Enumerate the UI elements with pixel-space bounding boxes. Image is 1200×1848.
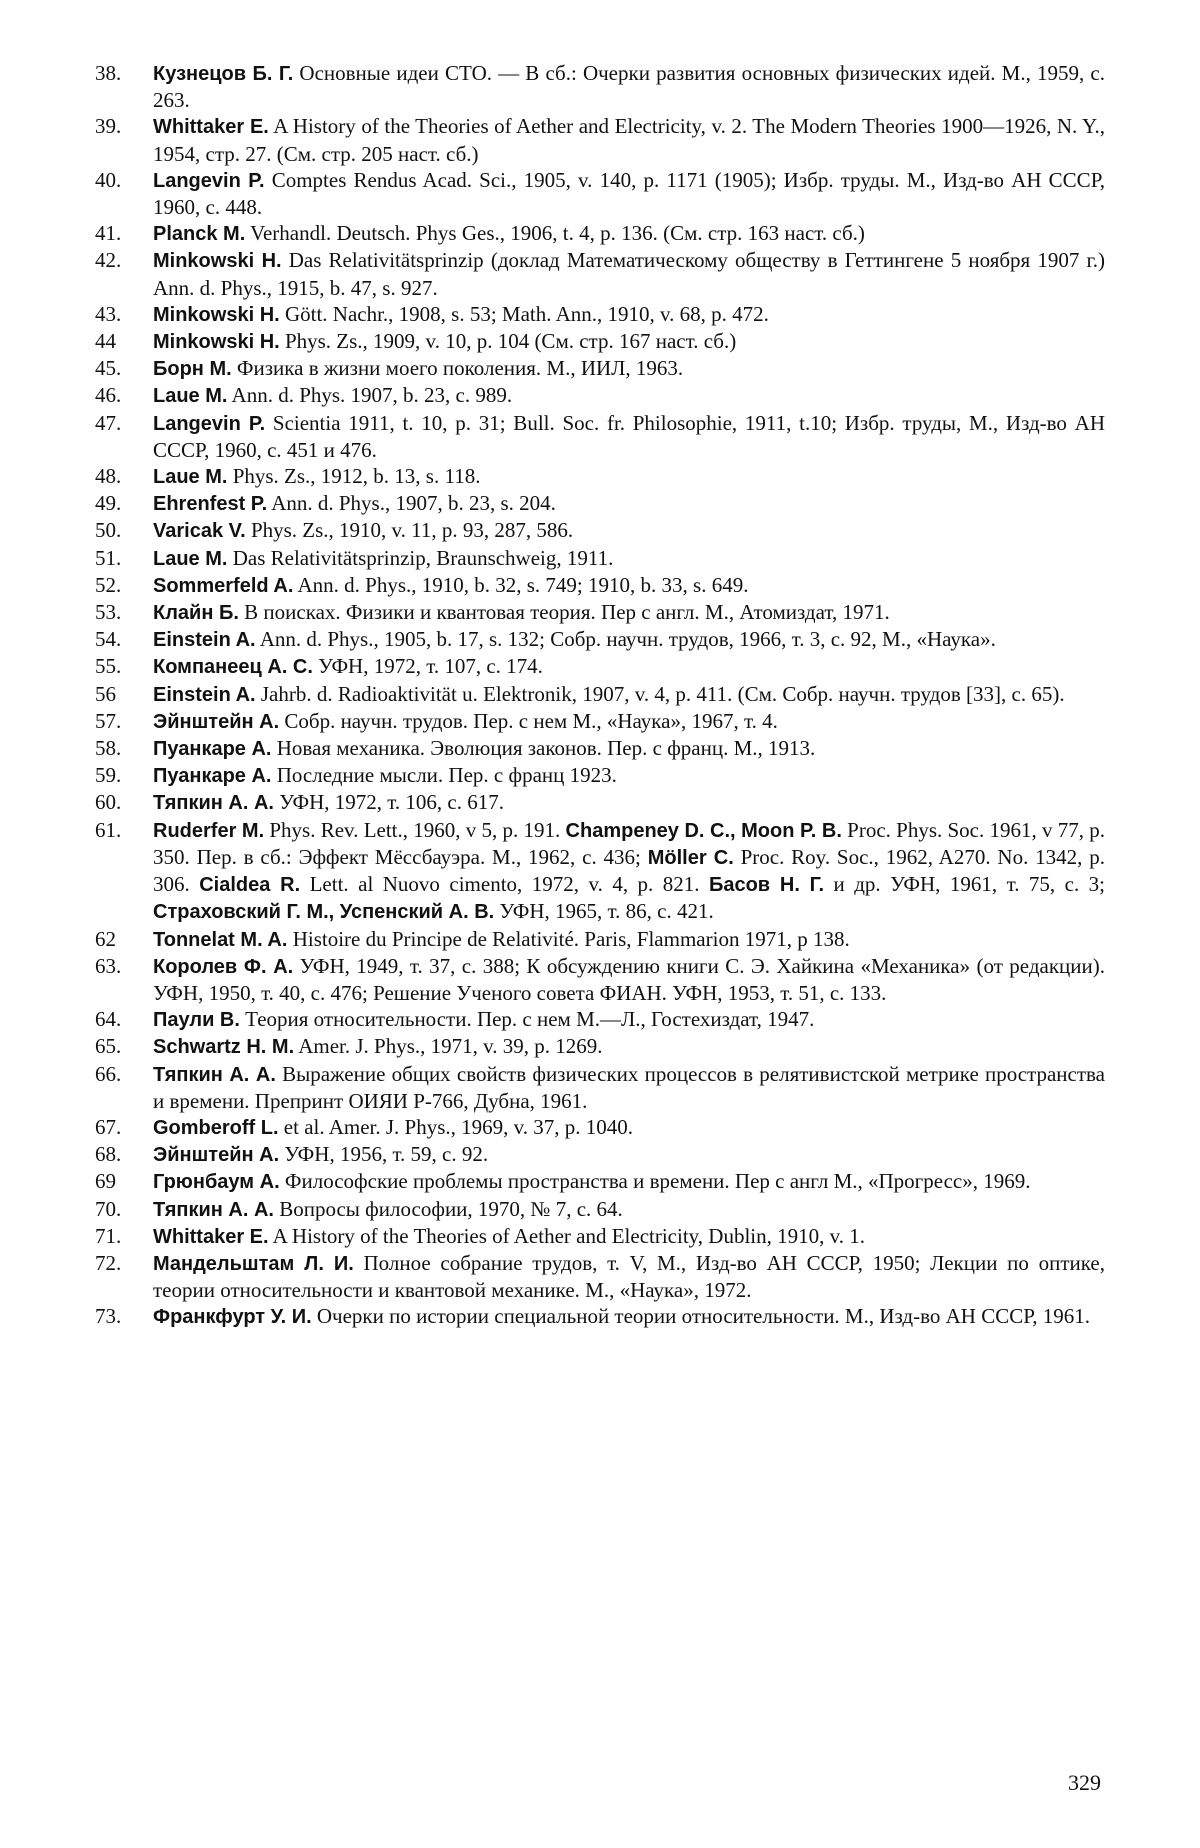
reference-number: 40. bbox=[95, 167, 122, 192]
reference-author: Пуанкаре А. bbox=[153, 765, 272, 788]
reference-item bbox=[95, 653, 1105, 680]
reference-author: Planck M. bbox=[153, 223, 246, 246]
reference-item bbox=[95, 167, 1105, 220]
reference-text: A History of the Theories of Aether and Electricity, Dublin, 1910, v. 1. bbox=[268, 1223, 866, 1248]
reference-number: 49. bbox=[95, 491, 122, 516]
reference-text: УФН, 1949, т. 37, с. 388; К обсуждению книги С. Э. Хайкина «Механика» (от редакции). УФН, 1950, т. 40, с. 476; Решение Ученого совета ФИАН. УФН, 1953, т. 51, с. 133. bbox=[153, 953, 1105, 1005]
reference-number: 63. bbox=[95, 953, 122, 978]
reference-author: Страховский Г. М., Успенский А. В. bbox=[153, 901, 495, 924]
reference-list bbox=[95, 60, 1105, 1331]
reference-item bbox=[95, 1196, 1105, 1223]
reference-item bbox=[95, 220, 1105, 247]
reference-number: 48. bbox=[95, 464, 122, 489]
reference-author: Паули В. bbox=[153, 1009, 240, 1032]
reference-text: Das Relativitätsprinzip (доклад Математическому обществу в Геттингене 5 ноября 1907 г.) Ann. d. Phys., 1915, b. 47, s. 927. bbox=[153, 248, 1105, 300]
reference-text: Ann. d. Phys. 1907, b. 23, c. 989. bbox=[227, 383, 513, 408]
reference-text: Собр. научн. трудов. Пер. с нем М., «Наука», 1967, т. 4. bbox=[279, 708, 778, 733]
reference-item bbox=[95, 1006, 1105, 1033]
reference-text: Полное собрание трудов, т. V, М., Изд-во АН СССР, 1950; Лекции по оптике, теории относительности и квантовой механике. М., «Наука», 1972. bbox=[153, 1250, 1105, 1303]
reference-number: 41. bbox=[95, 221, 122, 246]
reference-author: Клайн Б. bbox=[153, 602, 239, 625]
reference-text: A History of the Theories of Aether and Electricity, v. 2. The Modern Theories 1900—1926, N. Y., 1954, стр. 27. (См. стр. 205 наст. сб.) bbox=[153, 114, 1106, 166]
reference-text: Основные идеи СТО. — В сб.: Очерки развития основных физических идей. М., 1959, с. 263. bbox=[153, 61, 1105, 113]
reference-item bbox=[95, 626, 1105, 653]
reference-number: 56 bbox=[95, 681, 116, 706]
reference-text: Очерки по истории специальной теории относительности. М., Изд-во АН СССР, 1961. bbox=[311, 1304, 1091, 1329]
reference-number: 43. bbox=[95, 301, 122, 326]
reference-author: Тяпкин А. А. bbox=[153, 792, 274, 815]
reference-author: Грюнбаум А. bbox=[153, 1171, 280, 1194]
reference-number: 57. bbox=[95, 708, 122, 733]
reference-author: Laue M. bbox=[153, 466, 228, 489]
reference-item bbox=[95, 382, 1105, 409]
reference-item bbox=[95, 490, 1105, 517]
reference-item bbox=[95, 355, 1105, 382]
reference-text: Новая механика. Эволюция законов. Пер. с франц. М., 1913. bbox=[271, 736, 816, 761]
reference-author: Эйнштейн А. bbox=[153, 710, 280, 733]
reference-author: Борн М. bbox=[153, 358, 232, 381]
reference-number: 68. bbox=[95, 1142, 122, 1167]
reference-text: Verhandl. Deutsch. Phys Ges., 1906, t. 4, p. 136. (См. стр. 163 наст. сб.) bbox=[245, 221, 865, 246]
reference-text: Phys. Rev. Lett., 1960, v 5, p. 191. bbox=[264, 817, 566, 842]
reference-number: 50. bbox=[95, 518, 122, 543]
reference-author: Minkowski H. bbox=[153, 250, 282, 273]
reference-item bbox=[95, 60, 1105, 113]
reference-author: Пуанкаре А. bbox=[153, 738, 272, 761]
reference-number: 51. bbox=[95, 545, 122, 570]
reference-item bbox=[95, 681, 1105, 708]
reference-author: Cialdea R. bbox=[199, 874, 301, 897]
reference-item bbox=[95, 735, 1105, 762]
reference-author: Мандельштам Л. И. bbox=[153, 1252, 354, 1275]
reference-item bbox=[95, 328, 1105, 355]
reference-author: Laue M. bbox=[153, 385, 228, 408]
reference-number: 44 bbox=[95, 329, 116, 354]
reference-number: 66. bbox=[95, 1061, 122, 1086]
reference-item bbox=[95, 301, 1105, 328]
reference-author: Einstein A. bbox=[153, 683, 256, 706]
reference-number: 38. bbox=[95, 61, 122, 85]
reference-text: Теория относительности. Пер. с нем М.—Л., Гостехиздат, 1947. bbox=[239, 1007, 815, 1032]
reference-text: УФН, 1956, т. 59, с. 92. bbox=[279, 1142, 489, 1167]
reference-author: Басов Н. Г. bbox=[708, 874, 825, 897]
reference-number: 55. bbox=[95, 654, 122, 679]
reference-text: et al. Amer. J. Phys., 1969, v. 37, p. 1040. bbox=[278, 1114, 634, 1139]
reference-author: Тяпкин А. А. bbox=[153, 1063, 276, 1086]
reference-author: Minkowski H. bbox=[153, 331, 280, 354]
reference-text: Phys. Zs., 1909, v. 10, p. 104 (См. стр. 167 наст. сб.) bbox=[279, 329, 737, 354]
reference-text: Вопросы философии, 1970, № 7, с. 64. bbox=[273, 1196, 623, 1221]
reference-author: Möller C. bbox=[647, 846, 734, 869]
reference-author: Varicak V. bbox=[153, 520, 246, 543]
reference-item bbox=[95, 926, 1105, 953]
reference-author: Франкфурт У. И. bbox=[153, 1306, 312, 1329]
reference-item bbox=[95, 1033, 1105, 1060]
reference-text: Выражение общих свойств физических процессов в релятивистской метрике пространства и времени. Препринт ОИЯИ Р-766, Дубна, 1961. bbox=[153, 1061, 1106, 1113]
reference-author: Эйнштейн А. bbox=[153, 1144, 280, 1167]
reference-author: Ehrenfest P. bbox=[153, 493, 268, 516]
reference-item bbox=[95, 708, 1105, 735]
reference-text: Физика в жизни моего поколения. М., ИИЛ, 1963. bbox=[231, 356, 684, 381]
reference-number: 61. bbox=[95, 817, 122, 842]
reference-item bbox=[95, 517, 1105, 544]
reference-text: Proc. Phys. Soc. 1961, v 77, p. 350. Пер. в сб.: Эффект Мёссбауэра. М., 1962, с. 436; bbox=[153, 817, 1105, 869]
reference-text: Histoire du Principe de Relativité. Paris, Flammarion 1971, p 138. bbox=[287, 926, 850, 951]
reference-item bbox=[95, 113, 1105, 166]
reference-number: 54. bbox=[95, 627, 122, 652]
reference-author: Королев Ф. А. bbox=[153, 955, 294, 978]
reference-author: Sommerfeld A. bbox=[153, 574, 294, 597]
reference-item bbox=[95, 1141, 1105, 1168]
reference-number: 47. bbox=[95, 410, 122, 435]
reference-number: 52. bbox=[95, 572, 122, 597]
reference-text: Amer. J. Phys., 1971, v. 39, p. 1269. bbox=[294, 1034, 603, 1059]
reference-author: Laue M. bbox=[153, 547, 228, 570]
reference-number: 65. bbox=[95, 1034, 122, 1059]
reference-number: 71. bbox=[95, 1223, 122, 1248]
reference-text: Философские проблемы пространства и времени. Пер с англ М., «Прогресс», 1969. bbox=[279, 1169, 1031, 1194]
reference-text: Phys. Zs., 1912, b. 13, s. 118. bbox=[227, 464, 481, 489]
reference-number: 70. bbox=[95, 1196, 122, 1221]
reference-text: Ann. d. Phys., 1905, b. 17, s. 132; Собр. научн. трудов, 1966, т. 3, с. 92, М., «Наука». bbox=[255, 627, 996, 652]
reference-text: Ann. d. Phys., 1907, b. 23, s. 204. bbox=[267, 491, 556, 516]
reference-author: Gomberoff L. bbox=[153, 1116, 279, 1139]
reference-number: 45. bbox=[95, 356, 122, 381]
reference-number: 62 bbox=[95, 926, 116, 951]
reference-author: Whittaker E. bbox=[153, 116, 269, 139]
reference-author: Tonnelat M. A. bbox=[153, 928, 288, 951]
reference-number: 64. bbox=[95, 1007, 122, 1032]
reference-text: Ann. d. Phys., 1910, b. 32, s. 749; 1910, b. 33, s. 649. bbox=[293, 572, 749, 597]
reference-author: Minkowski H. bbox=[153, 303, 280, 326]
reference-author: Langevin P. bbox=[153, 169, 265, 192]
reference-item bbox=[95, 817, 1105, 926]
page-number: 329 bbox=[1068, 1770, 1101, 1795]
reference-text: Das Relativitätsprinzip, Braunschweig, 1911. bbox=[227, 545, 614, 570]
reference-item bbox=[95, 572, 1105, 599]
reference-text: УФН, 1972, т. 106, с. 617. bbox=[273, 790, 504, 815]
reference-text: и др. УФН, 1961, т. 75, с. 3; bbox=[824, 872, 1106, 897]
reference-text: Proc. Roy. Soc., 1962, A270. No. 1342, p. 306. bbox=[153, 844, 1106, 897]
reference-author: Тяпкин А. А. bbox=[153, 1198, 274, 1221]
reference-author: Компанеец А. С. bbox=[153, 656, 313, 679]
reference-number: 73. bbox=[95, 1304, 122, 1329]
reference-item bbox=[95, 410, 1105, 463]
reference-text: В поисках. Физики и квантовая теория. Пер с англ. М., Атомиздат, 1971. bbox=[238, 600, 890, 625]
reference-text: Lett. al Nuovo cimento, 1972, v. 4, p. 821. bbox=[300, 872, 709, 897]
reference-text: Gött. Nachr., 1908, s. 53; Math. Ann., 1910, v. 68, p. 472. bbox=[279, 301, 769, 326]
reference-item bbox=[95, 1061, 1105, 1114]
reference-author: Langevin P. bbox=[153, 412, 266, 435]
reference-item bbox=[95, 1114, 1105, 1141]
reference-author: Champeney D. C., Moon P. B. bbox=[565, 819, 842, 842]
reference-text: УФН, 1972, т. 107, с. 174. bbox=[312, 654, 543, 679]
reference-author: Ruderfer M. bbox=[153, 819, 265, 842]
reference-item bbox=[95, 789, 1105, 816]
reference-text: Comptes Rendus Acad. Sci., 1905, v. 140, p. 1171 (1905); Избр. труды. М., Изд-во АН СССР, 1960, с. 448. bbox=[153, 167, 1105, 220]
reference-text: УФН, 1965, т. 86, с. 421. bbox=[494, 899, 714, 924]
reference-item bbox=[95, 545, 1105, 572]
reference-number: 39. bbox=[95, 114, 122, 139]
reference-text: Scientia 1911, t. 10, p. 31; Bull. Soc. fr. Philosophie, 1911, t.10; Избр. труды, М., Изд-во АН СССР, 1960, с. 451 и 476. bbox=[153, 410, 1105, 462]
reference-number: 42. bbox=[95, 248, 122, 273]
reference-number: 72. bbox=[95, 1250, 122, 1275]
reference-number: 58. bbox=[95, 736, 122, 761]
reference-number: 46. bbox=[95, 383, 122, 408]
reference-item bbox=[95, 762, 1105, 789]
reference-author: Кузнецов Б. Г. bbox=[153, 63, 294, 85]
reference-item bbox=[95, 1168, 1105, 1195]
reference-number: 59. bbox=[95, 763, 122, 788]
reference-item bbox=[95, 247, 1105, 300]
reference-number: 53. bbox=[95, 600, 122, 625]
reference-item bbox=[95, 1250, 1105, 1303]
reference-text: Последние мысли. Пер. с франц 1923. bbox=[271, 763, 617, 788]
reference-author: Schwartz H. M. bbox=[153, 1036, 295, 1059]
reference-text: Jahrb. d. Radioaktivität u. Elektronik, 1907, v. 4, p. 411. (См. Собр. научн. трудов [33], с. 65). bbox=[255, 681, 1065, 706]
reference-item bbox=[95, 1223, 1105, 1250]
reference-item bbox=[95, 599, 1105, 626]
reference-item bbox=[95, 953, 1105, 1006]
reference-text: Phys. Zs., 1910, v. 11, p. 93, 287, 586. bbox=[245, 518, 574, 543]
reference-author: Whittaker E. bbox=[153, 1225, 269, 1248]
reference-number: 69 bbox=[95, 1169, 116, 1194]
reference-number: 67. bbox=[95, 1114, 122, 1139]
reference-item bbox=[95, 1303, 1105, 1330]
reference-number: 60. bbox=[95, 790, 122, 815]
reference-author: Einstein A. bbox=[153, 629, 256, 652]
reference-item bbox=[95, 463, 1105, 490]
